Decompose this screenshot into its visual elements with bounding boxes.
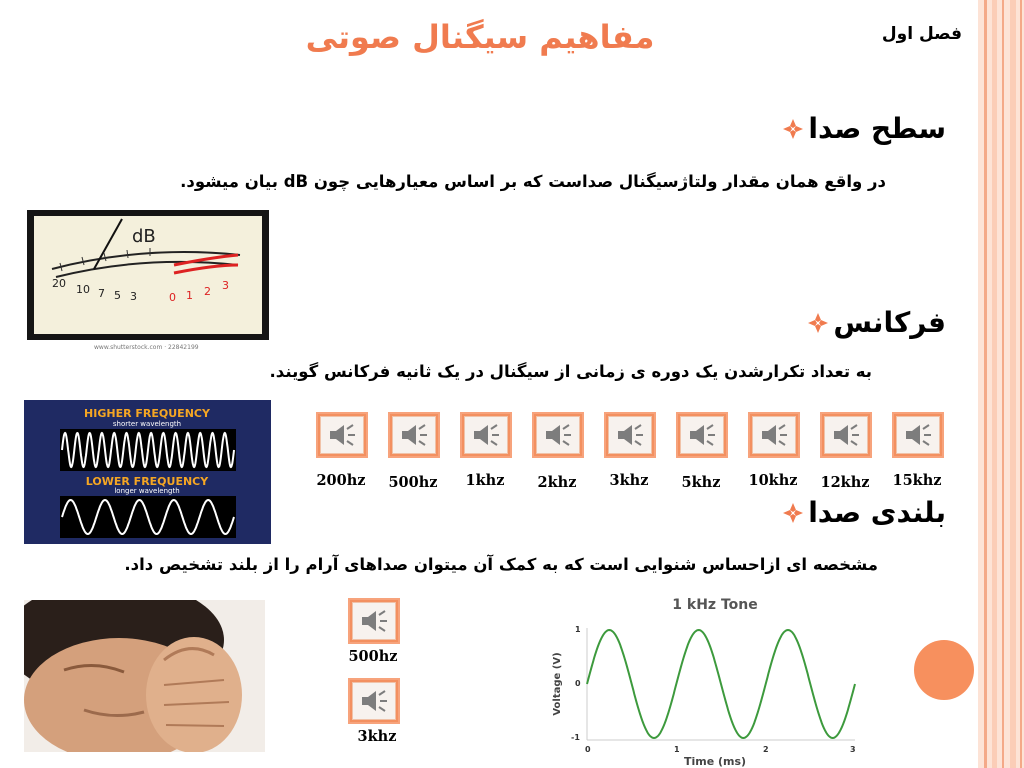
- scale-label: 5: [114, 289, 121, 302]
- play-sound-button[interactable]: [748, 412, 800, 458]
- heading-label: سطح صدا: [808, 112, 946, 145]
- scale-label: 3: [130, 290, 137, 303]
- y-tick-label: 1: [575, 625, 581, 634]
- paragraph-loudness: مشخصه ای ازاحساس شنوایی است که به کمک آن میتوان صداهای آرام را از بلند تشخیص داد.: [124, 555, 878, 574]
- heading-loudness: [782, 496, 946, 529]
- frequency-label: 500hz: [388, 474, 438, 491]
- y-axis-label: Voltage (V): [552, 652, 563, 716]
- frequency-label: 12khz: [820, 474, 870, 491]
- play-sound-button[interactable]: [532, 412, 584, 458]
- low-frequency-title: LOWER FREQUENCY: [85, 475, 209, 488]
- high-frequency-title: HIGHER FREQUENCY: [84, 407, 210, 420]
- frequency-label: 5khz: [681, 474, 721, 491]
- speaker-icon: [824, 416, 868, 454]
- heading-sound-level: [782, 112, 946, 145]
- play-sound-button[interactable]: [348, 678, 400, 724]
- play-sound-button[interactable]: [604, 412, 656, 458]
- speaker-icon: [752, 416, 796, 454]
- diamond-bullet-icon: [782, 118, 804, 140]
- speaker-icon: [392, 416, 436, 454]
- scale-label: 3: [222, 279, 229, 292]
- frequency-comparison-image: [24, 400, 271, 544]
- scale-label: 0: [169, 291, 176, 304]
- speaker-icon: [536, 416, 580, 454]
- chart-title: 1 kHz Tone: [672, 597, 758, 613]
- slide-border-stripes: [978, 0, 1024, 768]
- diamond-bullet-icon: [807, 312, 829, 334]
- frequency-label: 3khz: [609, 472, 649, 489]
- high-frequency-subtitle: shorter wavelength: [112, 420, 182, 428]
- speaker-icon: [680, 416, 724, 454]
- chapter-label: فصل اول: [881, 24, 962, 44]
- scale-label: 20: [52, 277, 66, 290]
- image-credit: www.shutterstock.com · 22842199: [94, 344, 199, 351]
- heading-label: فرکانس: [833, 306, 946, 339]
- play-sound-button[interactable]: [820, 412, 872, 458]
- play-sound-button[interactable]: [316, 412, 368, 458]
- decorative-circle: [914, 640, 974, 700]
- speaker-icon: [896, 416, 940, 454]
- x-axis-label: Time (ms): [683, 755, 747, 768]
- frequency-label: 10khz: [748, 472, 798, 489]
- frequency-label: 200hz: [316, 472, 366, 489]
- heading-frequency: [807, 306, 946, 339]
- paragraph-frequency: به تعداد تکرارشدن یک دوره ی زمانی از سیگنال در یک ثانیه فرکانس گویند.: [269, 362, 872, 381]
- x-tick-label: 0: [585, 745, 591, 754]
- play-sound-button[interactable]: [676, 412, 728, 458]
- loudness-frequency-label: 500hz: [348, 648, 398, 665]
- y-tick-label: -1: [571, 733, 580, 742]
- scale-label: 7: [98, 287, 105, 300]
- speaker-icon: [352, 682, 396, 720]
- play-sound-button[interactable]: [348, 598, 400, 644]
- low-frequency-subtitle: longer wavelength: [114, 487, 180, 495]
- speaker-icon: [320, 416, 364, 454]
- paragraph-sound-level: در واقع همان مقدار ولتاژسیگنال صداست که بر اساس معیارهایی چون dB بیان میشود.: [180, 172, 886, 191]
- play-sound-button[interactable]: [388, 412, 440, 458]
- x-tick-label: 3: [850, 745, 856, 754]
- play-sound-button[interactable]: [892, 412, 944, 458]
- frequency-label: 2khz: [537, 474, 577, 491]
- speaker-icon: [352, 602, 396, 640]
- speaker-icon: [464, 416, 508, 454]
- slide-title: مفاهیم سیگنال صوتی: [305, 18, 655, 56]
- x-tick-label: 1: [674, 745, 680, 754]
- tone-chart: [545, 592, 865, 768]
- play-sound-button[interactable]: [460, 412, 512, 458]
- loudness-frequency-label: 3khz: [357, 728, 397, 745]
- x-tick-label: 2: [763, 745, 769, 754]
- scale-label: 2: [204, 285, 211, 298]
- db-unit-label: dB: [132, 226, 156, 247]
- ear-pain-photo: [24, 600, 265, 752]
- scale-label: 1: [186, 289, 193, 302]
- heading-label: بلندی صدا: [808, 496, 946, 529]
- scale-label: 10: [76, 283, 90, 296]
- frequency-label: 1khz: [465, 472, 505, 489]
- diamond-bullet-icon: [782, 502, 804, 524]
- speaker-icon: [608, 416, 652, 454]
- y-tick-label: 0: [575, 679, 581, 688]
- db-meter-image: [24, 207, 272, 353]
- frequency-label: 15khz: [892, 472, 942, 489]
